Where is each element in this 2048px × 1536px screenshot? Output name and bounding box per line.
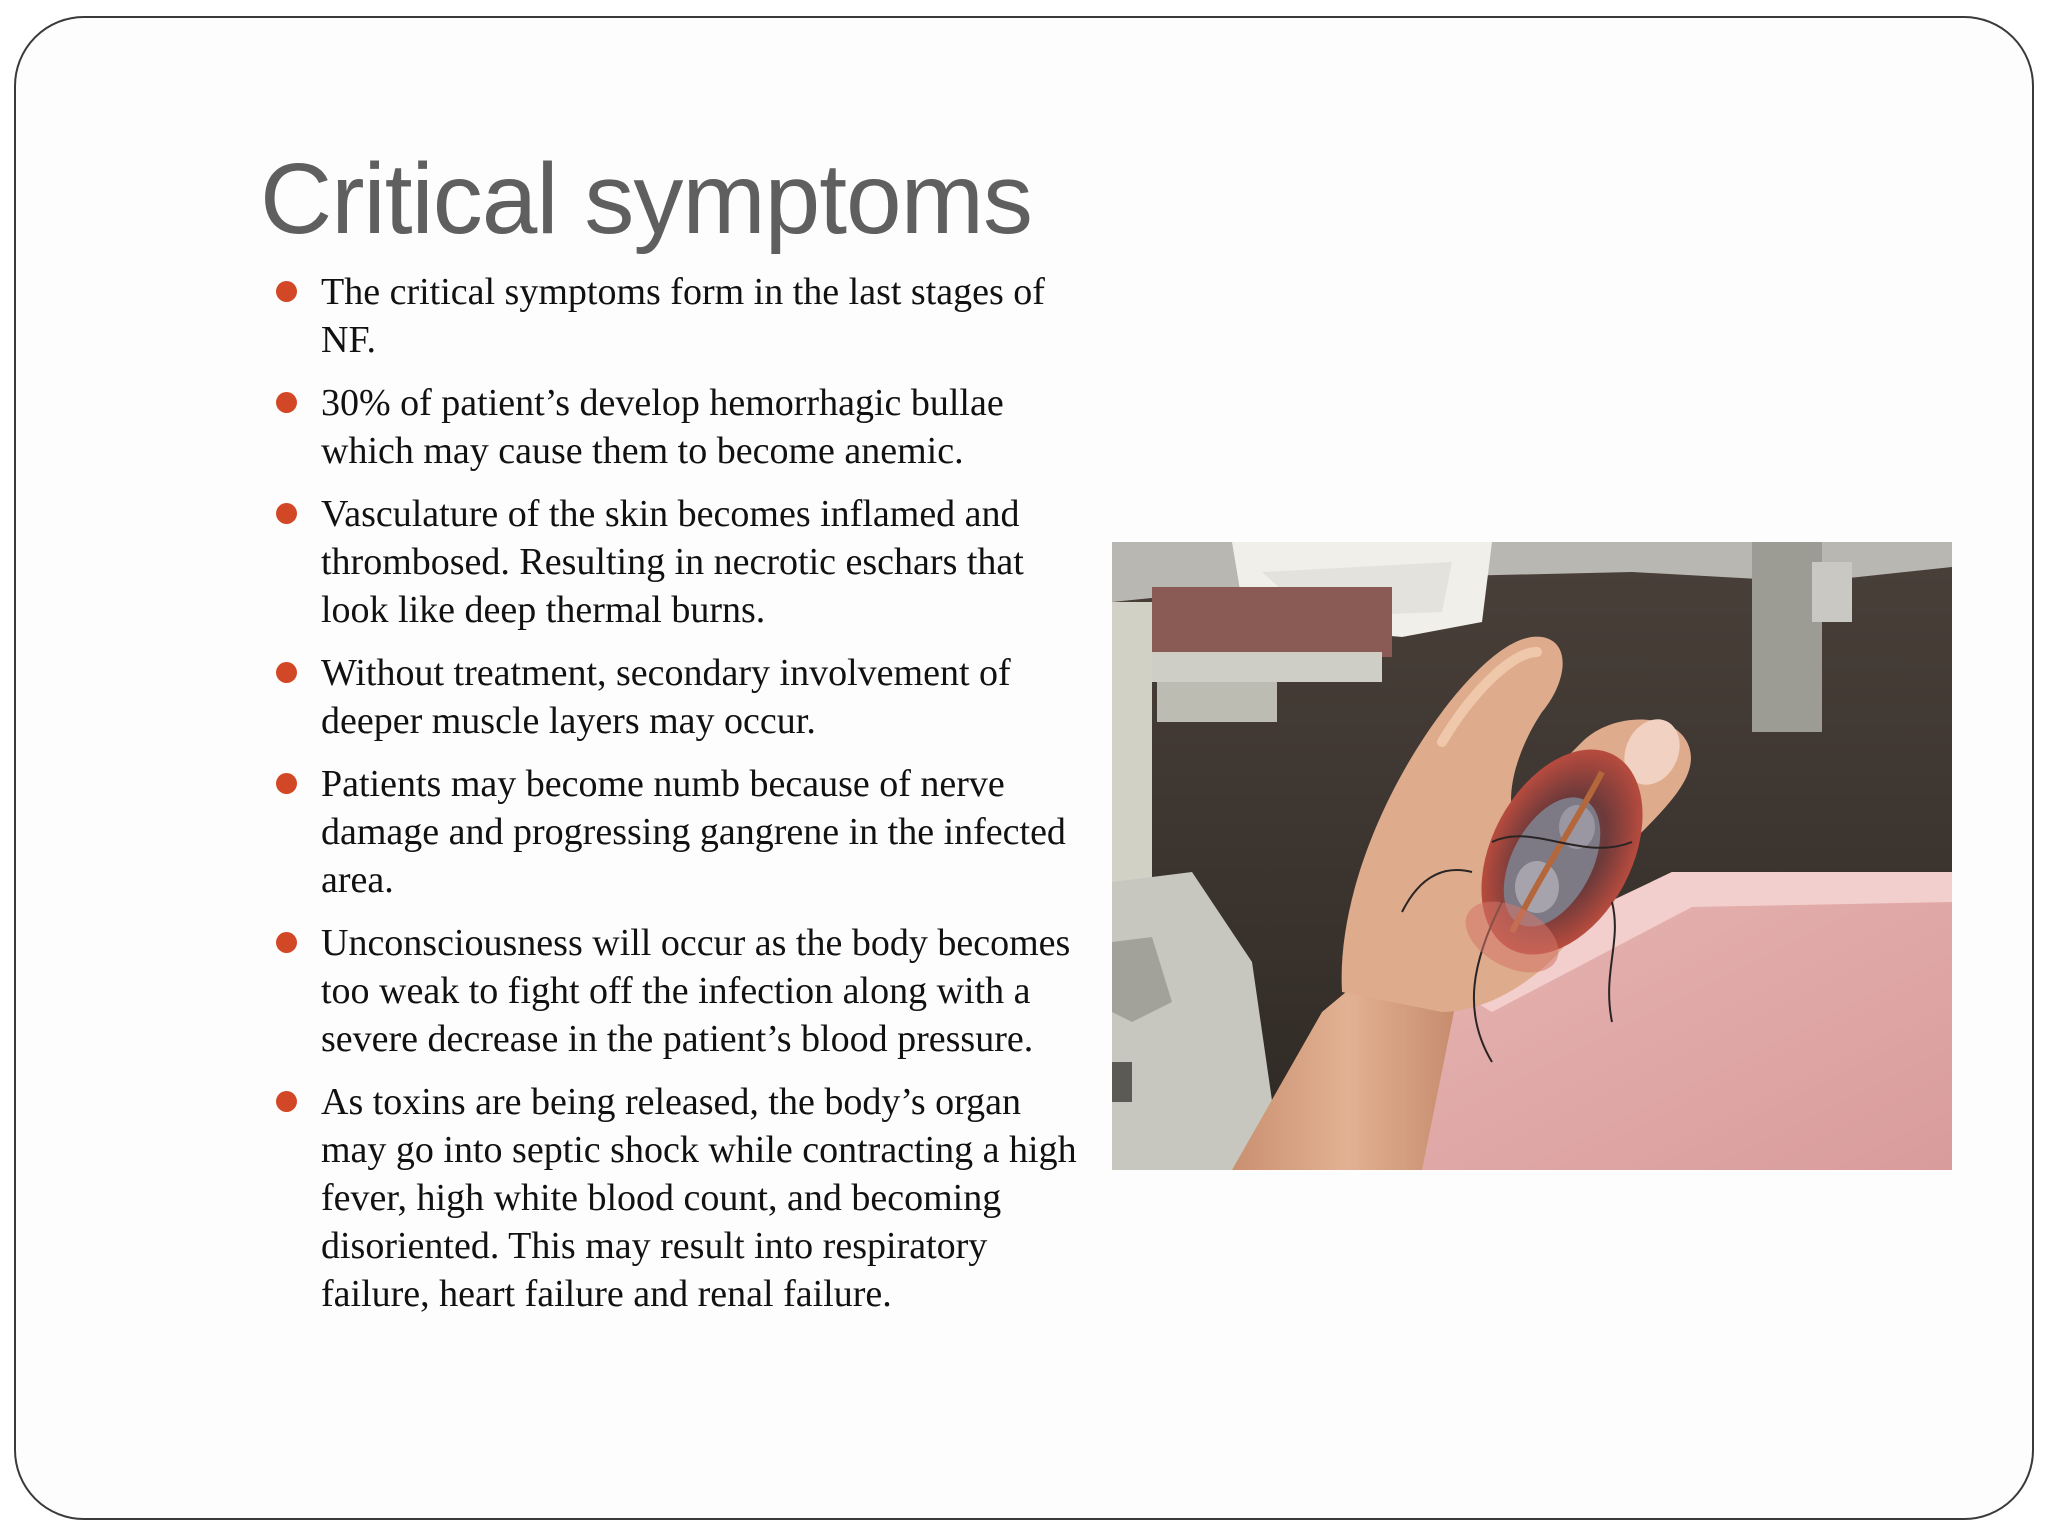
bullet-text: Vasculature of the skin becomes inflamed and thrombosed. Resulting in necrotic eschars that look like deep thermal burns. [321,493,1024,631]
bullet-item [260,490,1090,634]
bullet-item [260,649,1090,745]
bullet-list [260,268,1090,1333]
bullet-text: As toxins are being released, the body’s organ may go into septic shock while contracting a high fever, high white blood count, and becoming disoriented. This may result into respiratory failure, heart failure and renal failure. [321,1081,1077,1315]
slide-title: Critical symptoms [260,143,1032,255]
bullet-text: Unconsciousness will occur as the body becomes too weak to fight off the infection along with a severe decrease in the patient’s blood pressure. [321,922,1071,1060]
bullet-dot-icon [276,281,297,302]
bullet-dot-icon [276,932,297,953]
bullet-dot-icon [276,503,297,524]
bullet-item [260,919,1090,1063]
bullet-item [260,268,1090,364]
bullet-text: The critical symptoms form in the last stages of NF. [321,271,1045,361]
bullet-text: 30% of patient’s develop hemorrhagic bullae which may cause them to become anemic. [321,382,1004,472]
bullet-item [260,379,1090,475]
bullet-dot-icon [276,773,297,794]
bullet-dot-icon [276,392,297,413]
bullet-text: Patients may become numb because of nerve damage and progressing gangrene in the infected area. [321,763,1066,901]
bullet-item [260,760,1090,904]
slide [14,16,2034,1520]
infected-hand-illustration [1112,542,1952,1170]
bullet-dot-icon [276,662,297,683]
bullet-item [260,1078,1090,1318]
infected-hand-photo [1112,542,1952,1170]
bullet-text: Without treatment, secondary involvement of deeper muscle layers may occur. [321,652,1011,742]
bullet-dot-icon [276,1091,297,1112]
